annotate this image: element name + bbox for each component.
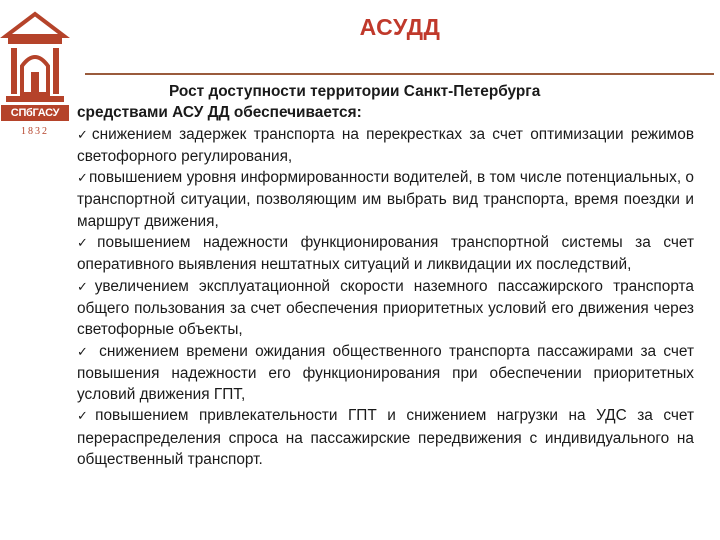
- checkmark-bullet-icon: ✓: [77, 171, 88, 187]
- intro-line-1: Рост доступности территории Санкт-Петербурга: [169, 83, 541, 100]
- logo-year: 1832: [21, 126, 49, 137]
- bullet-item: [77, 167, 694, 232]
- checkmark-bullet-icon: ✓: [77, 344, 91, 360]
- bullet-item: [77, 341, 694, 406]
- logo-name: СПбГАСУ: [1, 105, 69, 121]
- bullet-text: увеличением эксплуатационной скорости наземного пассажирского транспорта общего пользования за счет обеспечения приоритетных условий его движения через светофорные объекты,: [77, 277, 694, 339]
- slide-title: АСУДД: [359, 14, 441, 40]
- bullet-item: [77, 124, 694, 168]
- bullet-item: [77, 276, 694, 341]
- intro-heading: [77, 81, 694, 124]
- checkmark-bullet-icon: ✓: [77, 127, 91, 143]
- bullet-text: снижением времени ожидания общественного транспорта пассажирами за счет повышения надежности его функционирования при обеспечении приоритетных условий движения ГПТ,: [77, 342, 694, 404]
- bullet-text: повышением надежности функционирования транспортной системы за счет оперативного выявления нештатных ситуаций и ликвидации их последствий,: [77, 234, 694, 274]
- bullet-item: [77, 405, 694, 470]
- checkmark-bullet-icon: ✓: [77, 279, 94, 295]
- checkmark-bullet-icon: ✓: [77, 236, 97, 252]
- university-logo: [0, 0, 70, 150]
- slide-body: [77, 81, 694, 470]
- bullet-text: снижением задержек транспорта на перекрестках за счет оптимизации режимов светофорного регулирования,: [77, 125, 694, 165]
- intro-line-2: средствами АСУ ДД обеспечивается:: [77, 104, 362, 122]
- checkmark-bullet-icon: ✓: [77, 409, 95, 425]
- bullet-item: [77, 232, 694, 276]
- bullet-text: повышением привлекательности ГПТ и снижением нагрузки на УДС за счет перераспределения спроса на пассажирские передвижения с индивидуального на общественный транспорт.: [77, 407, 694, 469]
- title-divider: [85, 73, 714, 75]
- bullet-text: повышением уровня информированности водителей, в том числе потенциальных, о транспортной ситуации, позволяющим им выбрать вид транспорта, время поездки и маршрут движения,: [77, 169, 694, 230]
